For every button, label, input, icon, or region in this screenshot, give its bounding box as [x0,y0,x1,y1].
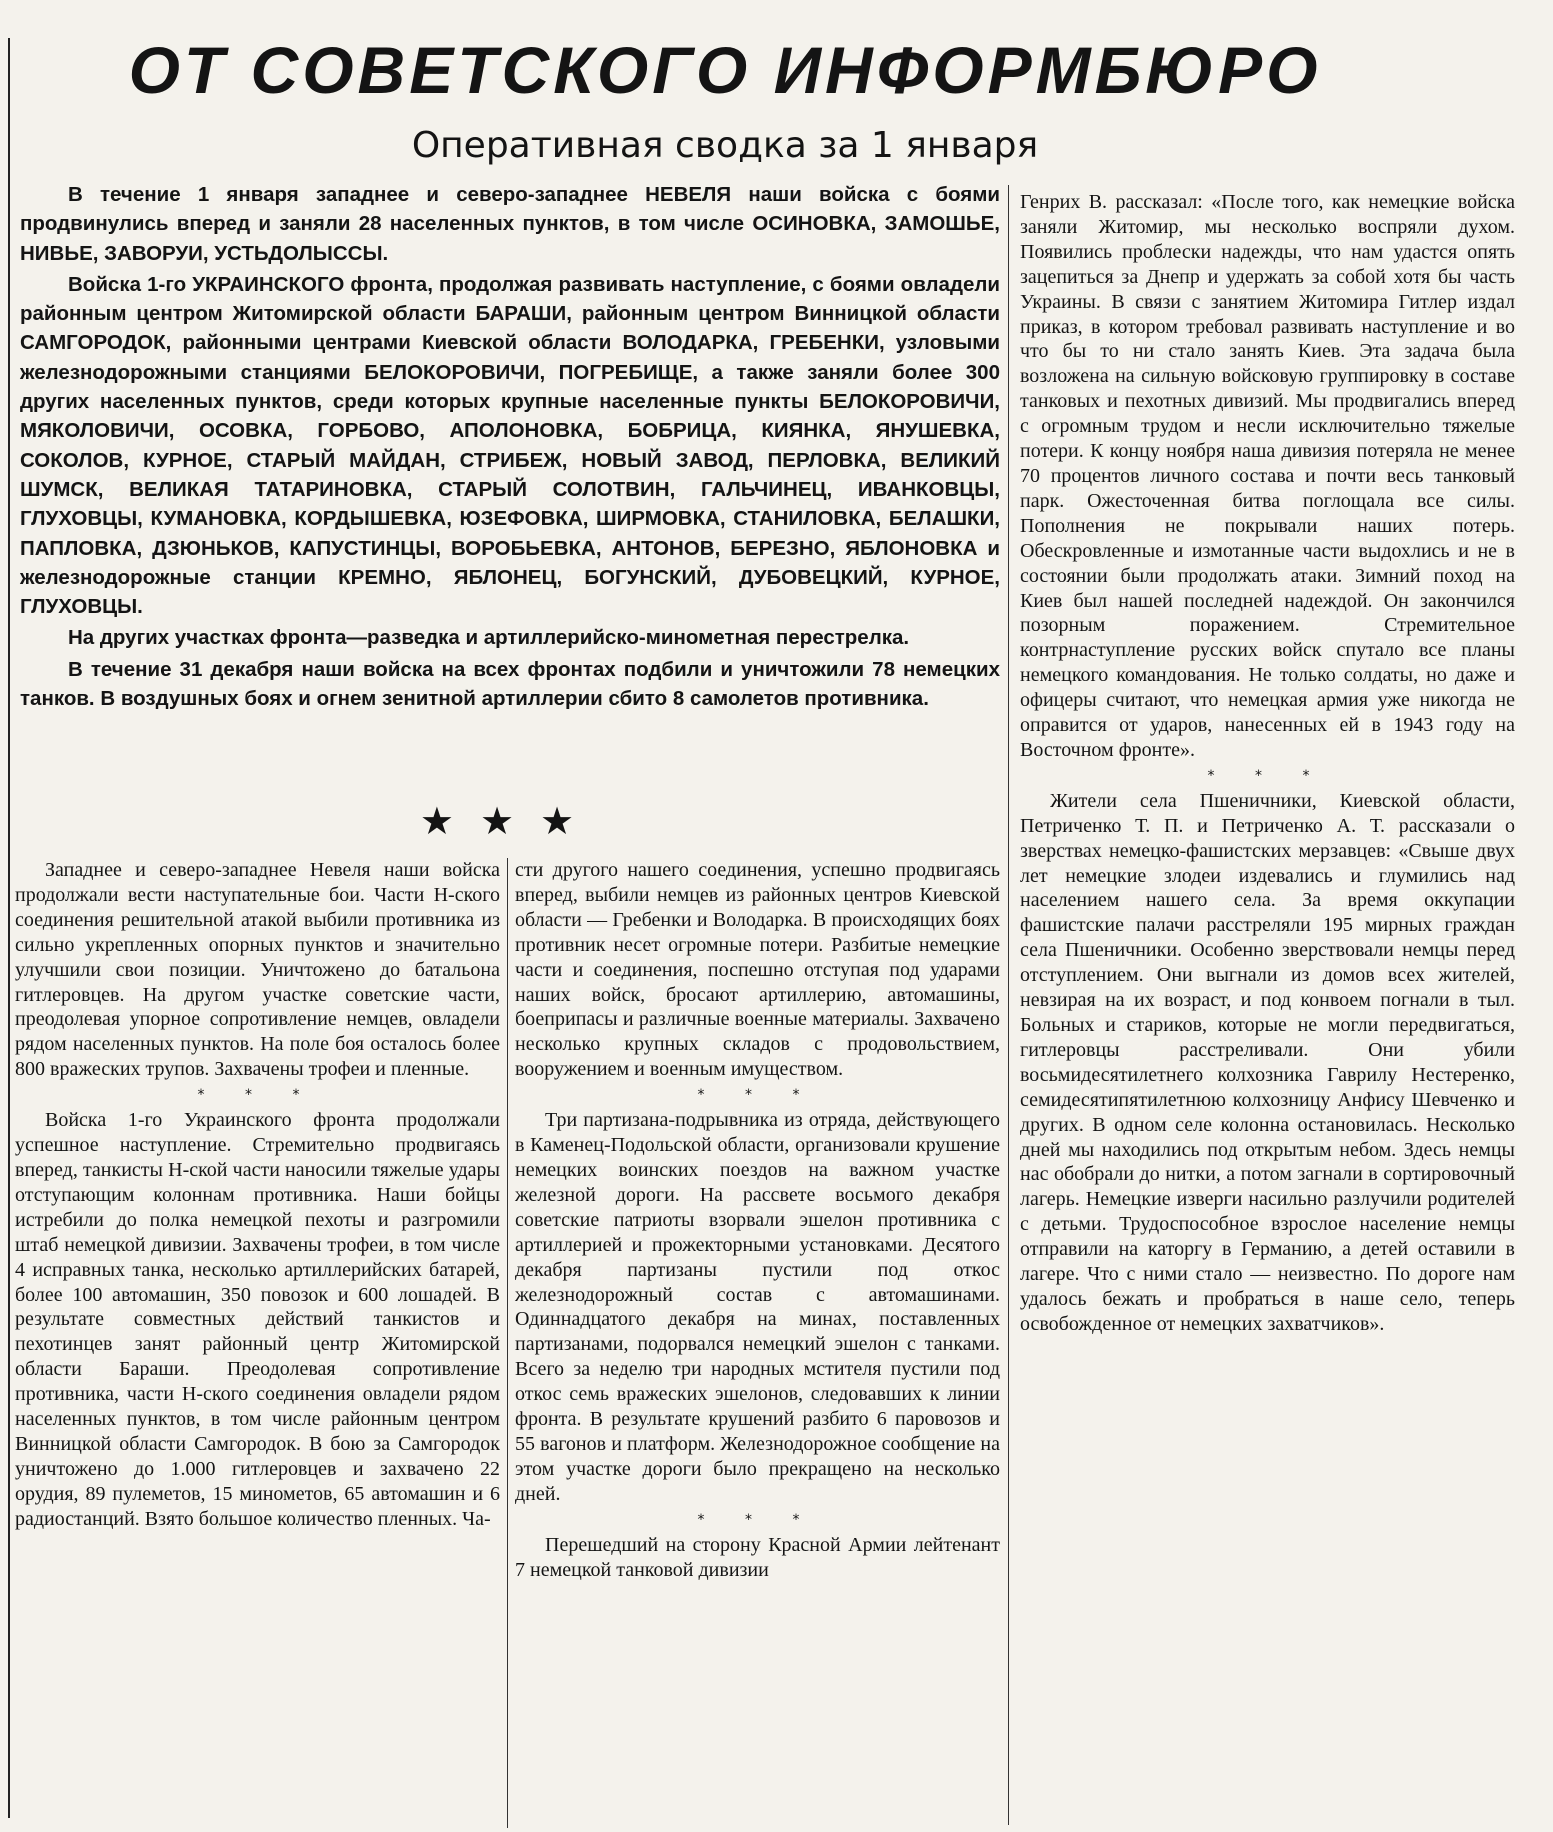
left-column [15,858,500,1532]
article-paragraph: Западнее и северо-западнее Невеля наши войска продолжали вести наступательные бои. Части Н-ского соединения решительной атакой выбили противника из сильно укрепленных опорных пунктов и значительно улучшили свои позиции. Уничтожено до батальона гитлеровцев. На другом участке советские части, преодолевая упорное сопротивление немцев, овладели рядом населенных пунктов. На поле боя осталось более 800 вражеских трупов. Захвачены трофеи и пленные. [15,859,500,1081]
summary-paragraph: Войска 1-го УКРАИНСКОГО фронта, продолжая развивать наступление, с боями овладели районным центром Житомирской области БАРАШИ, районным центром Винницкой области САМГОРОДОК, районными центрами Киевской области ВОЛОДАРКА, ГРЕБЕНКИ, узловыми железнодорожными станциями БЕЛОКОРОВИЧИ, ПОГРЕБИЩЕ, а также заняли более 300 других населенных пунктов, среди которых крупные населенные пункты БЕЛОКОРОВИЧИ, МЯКОЛОВИЧИ, ОСОВКА, ГОРБОВО, АПОЛОНОВКА, БОБРИЦА, КИЯНКА, ЯНУШЕВКА, СОКОЛОВ, КУРНОЕ, СТАРЫЙ МАЙДАН, СТРИБЕЖ, НОВЫЙ ЗАВОД, ПЕРЛОВКА, ВЕЛИКИЙ ШУМСК, ВЕЛИКАЯ ТАТАРИНОВКА, СТАРЫЙ СОЛОТВИН, ГАЛЬЧИНЕЦ, ИВАНКОВЦЫ, ГЛУХОВЦЫ, КУМАНОВКА, КОРДЫШЕВКА, ЮЗЕФОВКА, ШИРМОВКА, СТАНИЛОВКА, БЕЛАШКИ, ПАПЛОВКА, ДЗЮНЬКОВ, КАПУСТИНЦЫ, ВОРОБЬЕВКА, АНТОНОВ, БЕРЕЗНО, ЯБЛОНОВКА и железнодорожные станции КРЕМНО, ЯБЛОНЕЦ, БОГУНСКИЙ, ДУБОВЕЦКИЙ, КУРНОЕ, ГЛУХОВЦЫ. [20,272,1000,619]
column-divider [1008,185,1009,1825]
article-paragraph: Генрих В. рассказал: «После того, как немецкие войска заняли Житомир, мы несколько воспряли духом. Появились проблески надежды, что нам удастся опять зацепиться за Днепр и удержать за собой хотя бы часть Украины. В связи с занятием Житомира Гитлер издал приказ, в котором требовал развивать наступление и во что бы то ни стало занять Киев. Эта задача была возложена на сильную войсковую группировку в составе танковых и пехотных дивизий. Мы продвигались вперед с огромным трудом и несли исключительно тяжелые потери. К концу ноября наша дивизия потеряла не менее 70 процентов личного состава и почти весь танковый парк. Ожесточенная битва поглощала все силы. Пополнения не покрывали наших потерь. Обескровленные и измотанные части выдохлись и не в состоянии были продолжать атаки. Зимний поход на Киев был нашей последней надеждой. Он закончился позорным поражением. Стремительное контрнаступление русских войск спутало все планы немецкого командования. Не только солдаты, но даже и офицеры считают, что немецкая армия уже никогда не оправится от ударов, нанесенных ей в 1943 году на Восточном фронте». [1020,191,1515,761]
summary-paragraph: На других участках фронта—разведка и артиллерийско-минометная перестрелка. [68,626,910,650]
summary-paragraph: В течение 31 декабря наши войска на всех фронтах подбили и уничтожили 78 немецких танков. В воздушных боях и огнем зенитной артиллерии сбито 8 самолетов противника. [20,657,1000,711]
section-separator: * * * [1207,767,1328,784]
right-column [1020,190,1515,1337]
section-separator: * * * [197,1087,318,1104]
column-divider [507,858,508,1828]
section-separator: * * * [697,1087,818,1104]
summary-paragraph: В течение 1 января западнее и северо-западнее НЕВЕЛЯ наши войска с боями продвинулись вперед и заняли 28 населенных пунктов, в том числе ОСИНОВКА, ЗАМОШЬЕ, НИВЬЕ, ЗАВОРУИ, УСТЬДОЛЫССЫ. [20,183,1000,265]
article-paragraph: Жители села Пшеничники, Киевской области, Петриченко Т. П. и Петриченко А. Т. рассказали о зверствах немецко-фашистских мерзавцев: «Свыше двух лет немецкие злодеи издевались и глумились над населением нашего села. За время оккупации фашистские палачи расстреляли 195 мирных граждан села Пшеничники. Особенно зверствовали немцы перед отступлением. Они выгнали из домов всех жителей, невзирая на их возраст, и под конвоем погнали в тыл. Больных и стариков, которые не могли передвигаться, гитлеровцы расстреливали. Они убили восьмидесятилетнего колхозника Гаврилу Нестеренко, семидесятипятилетнюю колхозницу Анфису Шевченко и других. В одном селе колонна остановилась. Несколько дней мы находились под открытым небом. Здесь немцы нас обобрали до нитки, а потом загнали в сортировочный лагерь. Немецкие изверги насильно разлучили родителей с детьми. Трудоспособное взрослое население немцы отправили на каторгу в Германию, а детей оставили в лагере. Что с ними стало — неизвестно. По дороге нам удалось бежать и пробраться в наше село, теперь освобожденное от немецких захватчиков». [1020,789,1515,1335]
article-paragraph: Три партизана-подрывника из отряда, действующего в Каменец-Подольской области, организовали крушение немецких воинских поездов на важном участке железной дороги. На рассвете восьмого декабря советские патриоты взорвали эшелон противника с артиллерией и прожекторными установками. Десятого декабря партизаны пустили под откос железнодорожный состав с автомашинами. Одиннадцатого декабря на минах, поставленных партизанами, подорвался немецкий эшелон с танками. Всего за неделю три народных мстителя пустили под откос семь вражеских эшелонов, следовавших к линии фронта. В результате крушений разбито 6 паровозов и 55 вагонов и платформ. Железнодорожное сообщение на этом участке дороги было прекращено на несколько дней. [515,1109,1000,1505]
report-subtitle: Оперативная сводка за 1 января [411,125,1039,166]
stars-separator: ★★★ [419,799,601,843]
bold-summary [20,180,1000,713]
article-paragraph: Войска 1-го Украинского фронта продолжали успешное наступление. Стремительно продвигаясь вперед, танкисты Н-ской части наносили тяжелые удары отступающим колоннам противника. Наши бойцы истребили до полка немецкой пехоты и разгромили штаб немецкой дивизии. Захвачены трофеи, в том числе 4 исправных танка, несколько артиллерийских батарей, более 100 автомашин, 350 повозок и 600 лошадей. В результате совместных действий танкистов и пехотинцев занят районный центр Житомирской области Бараши. Преодолевая сопротивление противника, части Н-ского соединения овладели рядом населенных пунктов, в том числе районным центром Винницкой области Самгородок. В бою за Самгородок уничтожено до 1.000 гитлеровцев и захвачено 22 орудия, 89 пулеметов, 15 минометов, 65 автомашин и 6 радиостанций. Взято большое количество пленных. Ча- [15,1109,500,1530]
article-paragraph: Перешедший на сторону Красной Армии лейтенант 7 немецкой танковой дивизии [515,1533,1000,1581]
article-paragraph: сти другого нашего соединения, успешно продвигаясь вперед, выбили немцев из районных центров Киевской области — Гребенки и Володарка. В происходящих боях противник несет огромные потери. Разбитые немецкие части и соединения, поспешно отступая под ударами наших войск, бросают артиллерию, автомашины, боеприпасы и различные военные материалы. Захвачено несколько крупных складов с продовольствием, вооружением и военным имуществом. [515,859,1000,1081]
section-separator: * * * [697,1511,818,1528]
masthead-title: ОТ СОВЕТСКОГО ИНФОРМБЮРО [128,33,1322,107]
left-border-rule [8,38,10,1818]
middle-column [515,858,1000,1582]
